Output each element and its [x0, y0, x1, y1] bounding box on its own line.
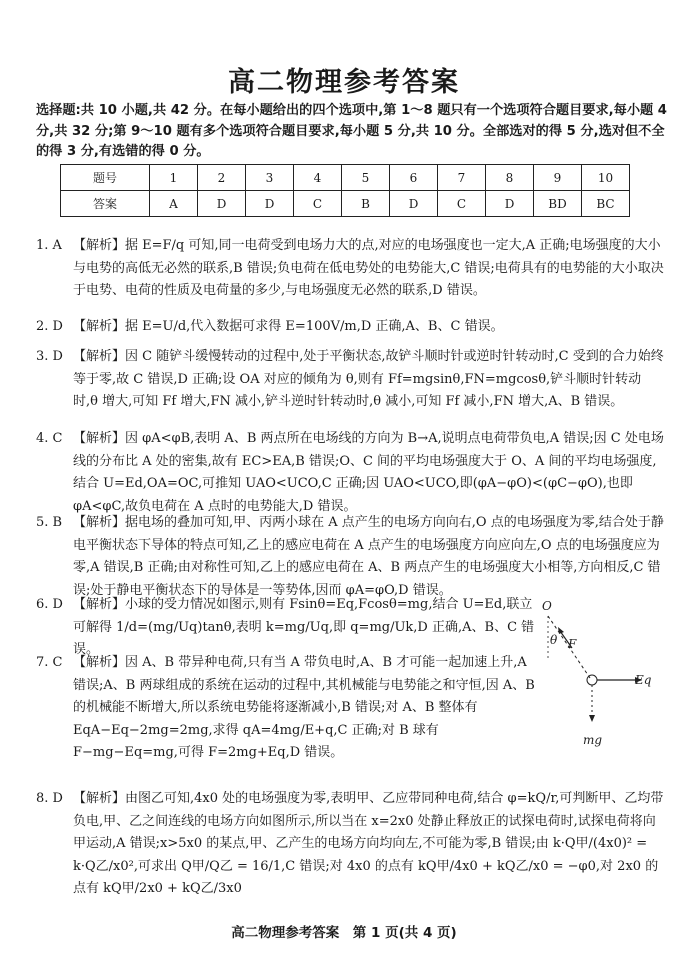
answer-table	[60, 164, 630, 217]
table-cell: 9	[534, 165, 582, 191]
table-row-numbers	[61, 165, 630, 191]
question-explanation: 【解析】因 A、B 带异种电荷,只有当 A 带负电时,A、B 才可能一起加速上升,A 错误;A、B 两球组成的系统在运动的过程中,其机械能与电势能之和守恒,因 A、B 的机械能不断增大,所以系统电势能将逐渐减小,B 错误;对 A、B 整体有 EqA−Eq−2mg=2mg,求得 qA=4mg/E+q,C 正确;对 B 球有 F−mg−Eq=mg,可得 F=2mg+Eq,D 错误。	[73, 655, 535, 760]
table-header-label: 题号	[61, 165, 150, 191]
question-number: 4. C	[36, 431, 63, 446]
question-4	[36, 428, 666, 518]
question-number: 7. C	[36, 655, 63, 670]
table-cell: 7	[438, 165, 486, 191]
label-o: O	[542, 599, 552, 613]
instructions: 选择题:共 10 小题,共 42 分。在每小题给出的四个选项中,第 1～8 题只有一个选项符合题目要求,每小题 4 分,共 32 分;第 9～10 题有多个选项符合题目要求,每小题 5 分,共 10 分。全部选对的得 5 分,选对但不全的得 3 分,有选错的得 0 分。	[36, 103, 667, 159]
table-cell: C	[438, 191, 486, 217]
question-3	[36, 346, 666, 414]
page-footer: 高二物理参考答案 第 1 页(共 4 页)	[231, 925, 457, 941]
question-explanation: 【解析】由图乙可知,4x0 处的电场强度为零,表明甲、乙应带同种电荷,结合 φ=kQ/r,可判断甲、乙均带负电,甲、乙之间连线的电场方向如图所示,所以当在 x=2x0 处静止释放正的试探电荷时,试探电荷将向甲运动,A 错误;x>5x0 的某点,甲、乙产生的电场方向均向左,不可能为零,B 错误;由 k·Q甲/(4x0)² = k·Q乙/x0²,可求出 Q甲/Q乙 = 16/1,C 错误;对 4x0 的点有 kQ甲/4x0 + kQ乙/x0 = −φ0,对 2x0 的点有 kQ甲/2x0 + kQ乙/3x0	[73, 791, 664, 896]
question-number: 5. B	[36, 515, 63, 530]
table-cell: B	[342, 191, 390, 217]
question-number: 3. D	[36, 349, 63, 364]
page-title: 高二物理参考答案	[228, 67, 460, 98]
force-f-arrowhead	[558, 627, 564, 634]
table-cell: 5	[342, 165, 390, 191]
question-number: 1. A	[36, 238, 62, 253]
question-number: 2. D	[36, 319, 63, 334]
table-cell: A	[150, 191, 198, 217]
table-cell: 8	[486, 165, 534, 191]
label-f: F	[568, 637, 577, 651]
table-answer-label: 答案	[61, 191, 150, 217]
table-cell: 6	[390, 165, 438, 191]
table-cell: D	[390, 191, 438, 217]
table-row-answers	[61, 191, 630, 217]
question-number: 8. D	[36, 791, 63, 806]
label-eq: Eq	[635, 673, 652, 687]
question-2	[36, 316, 666, 339]
table-cell: 3	[246, 165, 294, 191]
table-cell: D	[246, 191, 294, 217]
question-explanation: 【解析】据 E=U/d,代入数据可求得 E=100V/m,D 正确,A、B、C 错误。	[73, 319, 504, 334]
question-7	[36, 652, 536, 765]
label-theta: θ	[550, 633, 558, 647]
question-explanation: 【解析】因 C 随铲斗缓慢转动的过程中,处于平衡状态,故铲斗顺时针或逆时针转动时,C 受到的合力始终等于零,故 C 错误,D 正确;设 OA 对应的倾角为 θ,则有 Ff=mgsinθ,FN=mgcosθ,铲斗顺时针转动时,θ 增大,可知 Ff 增大,FN 减小,铲斗逆时针转动时,θ 减小,可知 Ff 减小,FN 增大,A、B 错误。	[73, 349, 664, 409]
ball	[587, 675, 597, 685]
question-8	[36, 788, 666, 901]
question-explanation: 【解析】小球的受力情况如图示,则有 Fsinθ=Eq,Fcosθ=mg,结合 U=Ed,联立可解得 1/d=(mg/Uq)tanθ,表明 k=mg/Uq,即 q=mg/Uk,D 正确,A、B、C 错误。	[73, 597, 535, 657]
force-diagram	[538, 598, 678, 788]
table-cell: D	[486, 191, 534, 217]
question-1	[36, 235, 666, 303]
table-cell: 2	[198, 165, 246, 191]
question-explanation: 【解析】据电场的叠加可知,甲、丙两小球在 A 点产生的电场方向向右,O 点的电场强度为零,结合处于静电平衡状态下导体的特点可知,乙上的感应电荷在 A 点产生的电场强度方向应向左,O 点的电场强度应为零,A 错误,B 正确;由对称性可知,乙上的感应电荷在 A、B 两点产生的电场强度大小相等,方向相反,C 错误;处于静电平衡状态下的导体是一等势体,因而 φA=φO,D 错误。	[73, 515, 664, 598]
label-mg: mg	[583, 733, 603, 747]
table-cell: BD	[534, 191, 582, 217]
table-cell: C	[294, 191, 342, 217]
question-number: 6. D	[36, 597, 63, 612]
table-cell: BC	[582, 191, 630, 217]
question-5	[36, 512, 666, 602]
table-cell: 4	[294, 165, 342, 191]
table-cell: 1	[150, 165, 198, 191]
question-explanation: 【解析】因 φA<φB,表明 A、B 两点所在电场线的方向为 B→A,说明点电荷带负电,A 错误;因 C 处电场线的分布比 A 处的密集,故有 EC>EA,B 错误;O、C 间的平均电场强度大于 O、A 间的平均电场强度,结合 U=Ed,OA=OC,可推知 UAO<UCO,C 正确;因 UAO<UCO,即(φA−φO)<(φC−φO),也即 φA<φC,故负电荷在 A 点时的电势能大,D 错误。	[73, 431, 664, 514]
question-explanation: 【解析】据 E=F/q 可知,同一电荷受到电场力大的点,对应的电场强度也一定大,A 正确;电场强度的大小与电势的高低无必然的联系,B 错误;负电荷在低电势处的电势能大,C 错误;电荷具有的电势能的大小取决于电势、电荷的性质及电荷量的多少,与电场强度无必然的联系,D 错误。	[73, 238, 664, 298]
force-mg-arrowhead	[589, 715, 595, 722]
table-cell: D	[198, 191, 246, 217]
table-cell: 10	[582, 165, 630, 191]
